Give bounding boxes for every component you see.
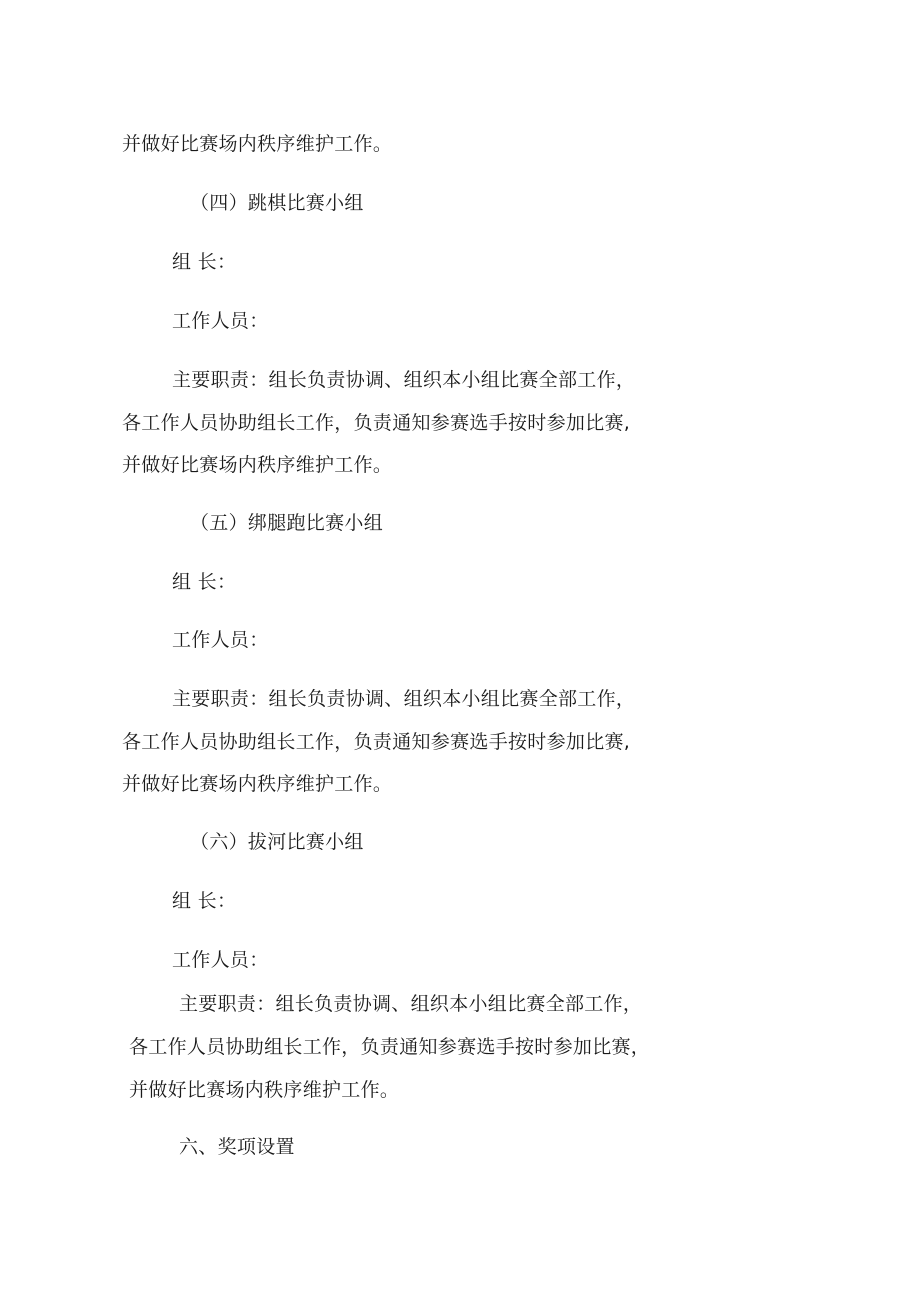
duties-paragraph-line: 并做好比赛场内秩序维护工作。	[129, 1079, 400, 1101]
staff-label: 工作人员：	[172, 310, 269, 332]
staff-label: 工作人员：	[172, 949, 269, 971]
duties-paragraph-line: 并做好比赛场内秩序维护工作。	[122, 773, 393, 795]
section-heading-three-legged-race: （五）绑腿跑比赛小组	[190, 512, 384, 534]
section-heading-tug-of-war: （六）拔河比赛小组	[190, 831, 364, 853]
duties-paragraph-line: 主要职责：组长负责协调、组织本小组比赛全部工作，	[179, 993, 643, 1015]
duties-paragraph-line: 主要职责：组长负责协调、组织本小组比赛全部工作，	[172, 369, 636, 391]
section-heading-checkers: （四）跳棋比赛小组	[190, 192, 364, 214]
duties-paragraph-line: 主要职责：组长负责协调、组织本小组比赛全部工作，	[172, 688, 636, 710]
duties-paragraph-line: 各工作人员协助组长工作，负责通知参赛选手按时参加比赛,	[122, 731, 631, 753]
paragraph-continuation: 并做好比赛场内秩序维护工作。	[122, 133, 393, 155]
group-leader-label: 组 长：	[172, 251, 237, 273]
staff-label: 工作人员：	[172, 629, 269, 651]
group-leader-label: 组 长：	[172, 890, 237, 912]
section-heading-awards: 六、奖项设置	[179, 1136, 295, 1158]
duties-paragraph-line: 各工作人员协助组长工作，负责通知参赛选手按时参加比赛,	[122, 412, 631, 434]
group-leader-label: 组 长：	[172, 571, 237, 593]
duties-paragraph-line: 各工作人员协助组长工作，负责通知参赛选手按时参加比赛，	[129, 1036, 651, 1058]
duties-paragraph-line: 并做好比赛场内秩序维护工作。	[122, 454, 393, 476]
